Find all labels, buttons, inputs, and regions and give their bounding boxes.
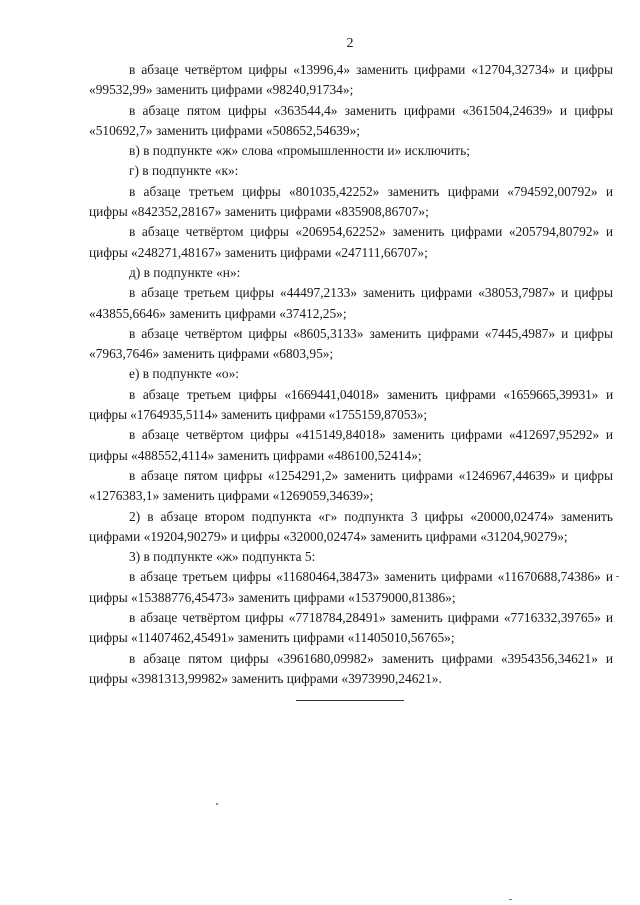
paragraph: 3) в подпункте «ж» подпункта 5: xyxy=(129,549,316,565)
paragraph: в абзаце четвёртом цифры «206954,62252» заменить цифрами «205794,80792» и цифры «248271,48167» заменить цифрами «247111,66707»; xyxy=(89,224,613,260)
paragraph: в абзаце третьем цифры «801035,42252» заменить цифрами «794592,00792» и цифры «842352,28167» заменить цифрами «835908,86707»; xyxy=(89,183,613,220)
paragraph: в абзаце четвёртом цифры «13996,4» заменить цифрами «12704,32734» и цифры «99532,99» заменить цифрами «98240,91734»; xyxy=(89,62,613,98)
document-body xyxy=(89,60,613,689)
paragraph: в абзаце пятом цифры «3961680,09982» заменить цифрами «3954356,34621» и цифры «3981313,99982» заменить цифрами «3973990,24621». xyxy=(89,650,613,686)
paragraph: г) в подпункте «к»: xyxy=(129,163,239,179)
paragraph: д) в подпункте «н»: xyxy=(129,264,241,280)
scan-speck xyxy=(216,803,218,805)
paragraph: в абзаце четвёртом цифры «7718784,28491» заменить цифрами «7716332,39765» и цифры «11407462,45491» заменить цифрами «11405010,56765»; xyxy=(89,610,613,646)
scan-speck xyxy=(509,899,512,900)
paragraph: е) в подпункте «о»: xyxy=(129,366,240,382)
paragraph: в абзаце третьем цифры «44497,2133» заменить цифрами «38053,7987» и цифры «43855,6646» заменить цифрами «37412,25»; xyxy=(89,285,613,321)
paragraph: в абзаце третьем цифры «1669441,04018» заменить цифрами «1659665,39931» и цифры «1764935,5114» заменить цифрами «1755159,87053»; xyxy=(89,386,613,423)
paragraph: в абзаце пятом цифры «1254291,2» заменить цифрами «1246967,44639» и цифры «1276383,1» заменить цифрами «1269059,34639»; xyxy=(89,467,613,504)
paragraph: 2) в абзаце втором подпункта «г» подпункта 3 цифры «20000,02474» заменить цифрами «19204,90279» и цифры «32000,02474» заменить цифрами «31204,90279»; xyxy=(89,508,613,544)
paragraph: в абзаце третьем цифры «11680464,38473» заменить цифрами «11670688,74386» и цифры «15388776,45473» заменить цифрами «15379000,81386»; xyxy=(89,569,613,605)
scan-speck xyxy=(616,576,619,577)
paragraph: в абзаце четвёртом цифры «415149,84018» заменить цифрами «412697,95292» и цифры «488552,4114» заменить цифрами «486100,52414»; xyxy=(89,427,613,463)
paragraph: в абзаце четвёртом цифры «8605,3133» заменить цифрами «7445,4987» и цифры «7963,7646» заменить цифрами «6803,95»; xyxy=(89,325,613,362)
paragraph: в абзаце пятом цифры «363544,4» заменить цифрами «361504,24639» и цифры «510692,7» заменить цифрами «508652,54639»; xyxy=(89,102,613,138)
page-number: 2 xyxy=(346,36,354,51)
closing-rule xyxy=(296,700,404,701)
paragraph: в) в подпункте «ж» слова «промышленности и» исключить; xyxy=(129,143,470,159)
